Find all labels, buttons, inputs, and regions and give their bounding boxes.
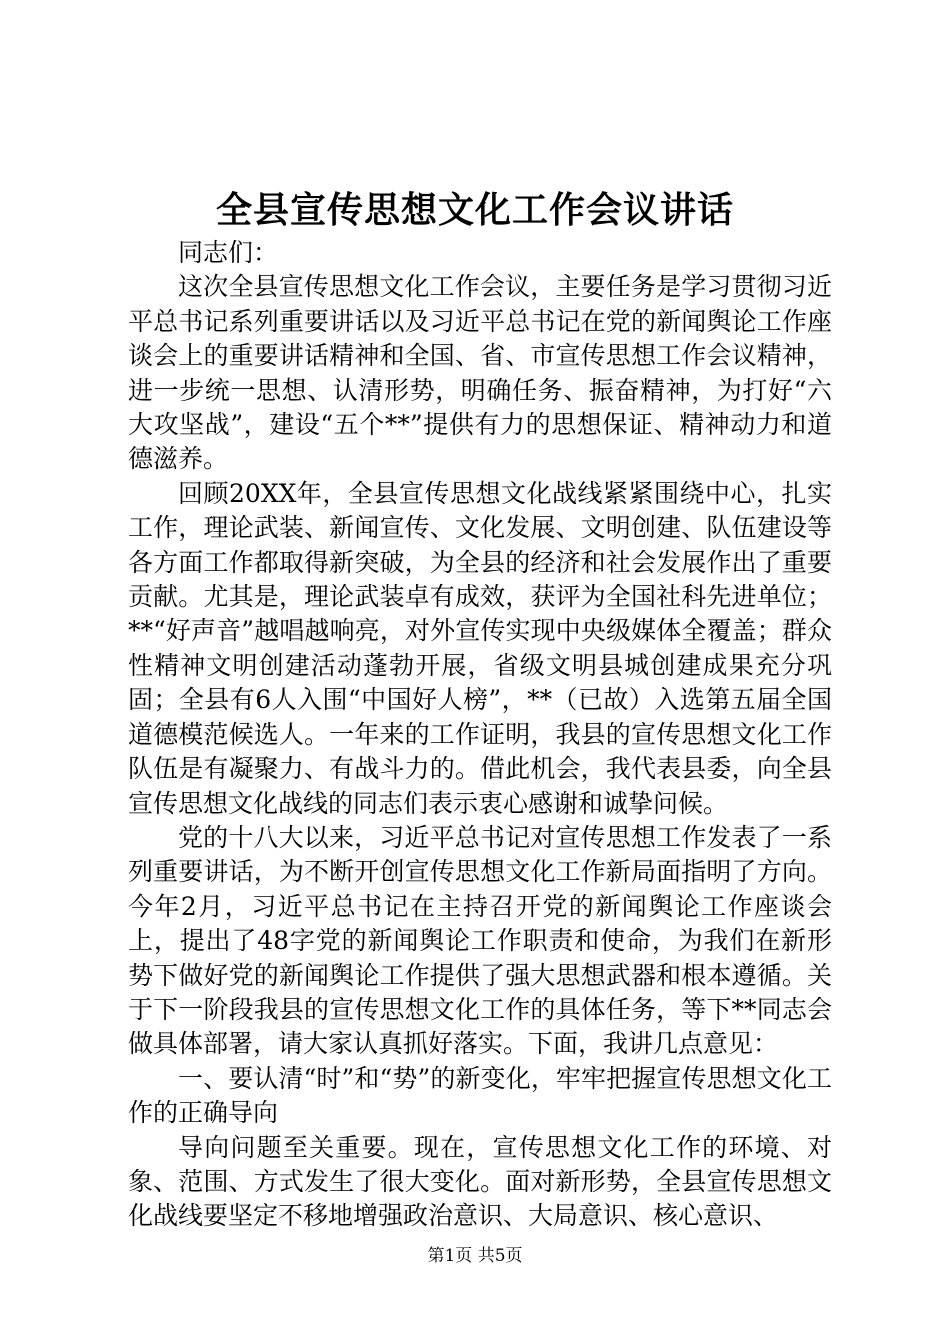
paragraph-salutation: 同志们： xyxy=(178,238,279,267)
page-number-footer: 第1页 共5页 xyxy=(427,1246,523,1266)
document-body xyxy=(128,236,832,1234)
paragraph-party-congress: 党的十八大以来，习近平总书记对宣传思想工作发表了一系列重要讲话，为不断开创宣传思想文化工作新局面指明了方向。今年2月，习近平总书记在主持召开党的新闻舆论工作座谈会上，提出了48字党的新闻舆论工作职责和使命，为我们在新形势下做好党的新闻舆论工作提供了强大思想武器和根本遵循。关于下一阶段我县的宣传思想文化工作的具体任务，等下**同志会做具体部署，请大家认真抓好落实。下面，我讲几点意见： xyxy=(128,822,832,1059)
section-heading-one: 一、要认清“时”和“势”的新变化，牢牢把握宣传思想文化工作的正确导向 xyxy=(128,1063,832,1128)
paragraph-year-review: 回顾20XX年，全县宣传思想文化战线紧紧围绕中心，扎实工作，理论武装、新闻宣传、文化发展、文明创建、队伍建设等各方面工作都取得新突破，为全县的经济和社会发展作出了重要贡献。尤其是，理论武装卓有成效，获评为全国社科先进单位；**“好声音”越唱越响亮，对外宣传实现中央级媒体全覆盖；群众性精神文明创建活动蓬勃开展，省级文明县城创建成果充分巩固；全县有6人入围“中国好人榜”，**（已故）入选第五届全国道德模范候选人。一年来的工作证明，我县的宣传思想文化工作队伍是有凝聚力、有战斗力的。借此机会，我代表县委，向全县宣传思想文化战线的同志们表示衷心感谢和诚挚问候。 xyxy=(128,478,832,818)
document-title: 全县宣传思想文化工作会议讲话 xyxy=(215,189,734,231)
paragraph-meeting-purpose: 这次全县宣传思想文化工作会议，主要任务是学习贯彻习近平总书记系列重要讲话以及习近平总书记在党的新闻舆论工作座谈会上的重要讲话精神和全国、省、市宣传思想工作会议精神，进一步统一思想、认清形势，明确任务、振奋精神，为打好“六大攻坚战”，建设“五个**”提供有力的思想保证、精神动力和道德滋养。 xyxy=(128,272,832,474)
paragraph-guidance: 导向问题至关重要。现在，宣传思想文化工作的环境、对象、范围、方式发生了很大变化。面对新形势，全县宣传思想文化战线要坚定不移地增强政治意识、大局意识、核心意识、 xyxy=(128,1132,832,1231)
